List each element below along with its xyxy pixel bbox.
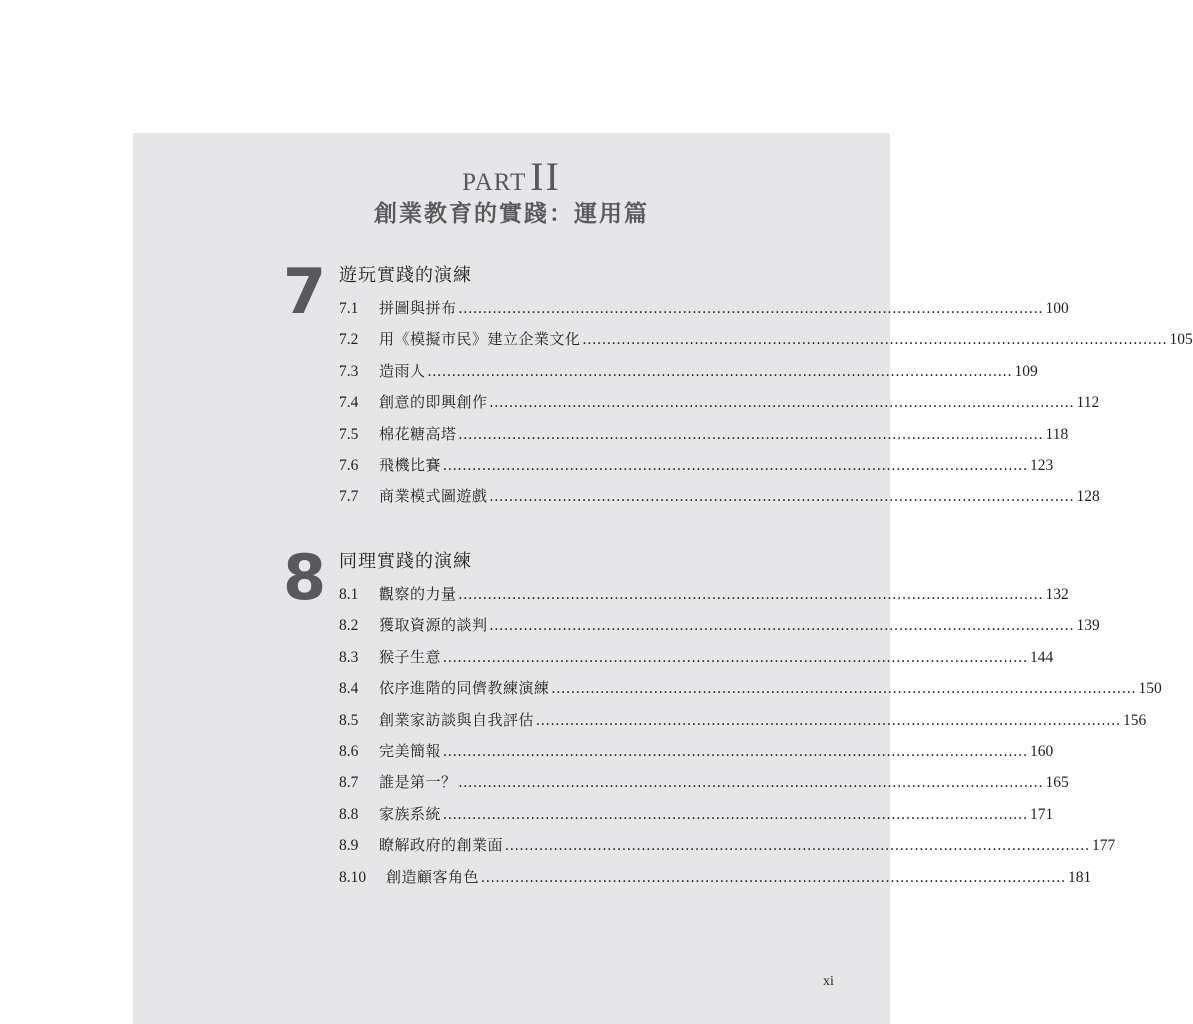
entry-title: 猴子生意	[379, 647, 442, 666]
dot-leader: ........................................................................................................................	[443, 742, 1029, 760]
entry-title: 創業家訪談與自我評估	[379, 710, 535, 729]
dot-leader: ........................................................................................................................	[489, 394, 1075, 412]
entry-page: 105	[1169, 331, 1193, 349]
dot-leader: ........................................................................................................................	[427, 362, 1013, 380]
toc-entry[interactable]	[339, 360, 1038, 391]
entry-title: 棉花糖高塔	[379, 424, 457, 443]
chapter-number: 8	[283, 541, 327, 614]
toc-entry[interactable]	[339, 803, 1054, 834]
chapter-title: 遊玩實踐的演練	[339, 265, 472, 286]
entry-page: 132	[1045, 586, 1069, 603]
entry-page: 139	[1076, 617, 1100, 635]
dot-leader: ........................................................................................................................	[505, 837, 1091, 855]
entry-title: 家族系統	[379, 804, 442, 823]
dot-leader: ........................................................................................................................	[458, 774, 1044, 792]
entry-page: 112	[1076, 394, 1100, 412]
entry-page: 128	[1076, 488, 1100, 506]
entry-number: 8.8	[339, 805, 359, 823]
entry-title: 用《模擬市民》建立企業文化	[379, 330, 581, 349]
entry-number: 8.3	[339, 648, 359, 666]
entry-page: 177	[1092, 837, 1116, 855]
dot-leader: ........................................................................................................................	[481, 868, 1067, 886]
entry-page: 160	[1030, 742, 1054, 760]
entry-title: 飛機比賽	[379, 455, 442, 474]
toc-entry[interactable]	[339, 646, 1054, 677]
entry-title: 獲取資源的談判	[379, 616, 488, 635]
entry-number: 8.4	[339, 680, 359, 698]
entry-title: 完美簡報	[379, 741, 442, 760]
toc-entry[interactable]	[339, 297, 1069, 328]
entry-number: 8.6	[339, 742, 359, 760]
entry-number: 7.3	[339, 362, 359, 380]
part-title: 創業教育的實踐：運用篇	[374, 200, 649, 227]
part-label: PART	[462, 169, 527, 196]
part-heading	[133, 153, 890, 200]
dot-leader: ........................................................................................................................	[489, 488, 1075, 506]
toc-entry[interactable]	[339, 423, 1069, 454]
entry-page: 156	[1123, 711, 1147, 729]
toc-entry[interactable]	[339, 709, 1147, 740]
entry-title: 誰是第一？	[379, 773, 457, 792]
entry-page: 109	[1014, 362, 1038, 380]
dot-leader: ........................................................................................................................	[443, 648, 1029, 666]
entry-title: 造雨人	[379, 361, 426, 380]
entry-page: 181	[1068, 868, 1092, 886]
toc-entry[interactable]	[339, 677, 1162, 708]
entry-number: 8.5	[339, 711, 359, 729]
entry-title: 瞭解政府的創業面	[379, 836, 504, 855]
toc-entry[interactable]	[339, 740, 1054, 771]
chapter-number: 7	[283, 255, 327, 328]
toc-entry[interactable]	[339, 614, 1100, 645]
toc-entry[interactable]	[339, 866, 1092, 897]
entry-page: 171	[1030, 805, 1054, 823]
entry-number: 7.7	[339, 488, 359, 506]
part-numeral: II	[530, 154, 561, 199]
dot-leader: ........................................................................................................................	[443, 456, 1029, 474]
toc-entries	[339, 583, 1162, 897]
dot-leader: ........................................................................................................................	[551, 680, 1137, 698]
entry-number: 8.7	[339, 774, 359, 792]
toc-entries	[339, 297, 1193, 517]
entry-title: 商業模式圖遊戲	[379, 487, 488, 506]
entry-title: 依序進階的同儕教練演練	[379, 679, 550, 698]
book-page	[133, 133, 1193, 1024]
entry-title: 觀察的力量	[379, 585, 457, 603]
entry-number: 8.9	[339, 837, 359, 855]
toc-entry[interactable]	[339, 583, 1069, 614]
entry-title: 拼圖與拼布	[379, 299, 457, 317]
toc-entry[interactable]	[339, 771, 1069, 802]
dot-leader: ........................................................................................................................	[489, 617, 1075, 635]
entry-number: 7.6	[339, 456, 359, 474]
entry-page: 165	[1045, 774, 1069, 792]
entry-page: 144	[1030, 648, 1054, 666]
dot-leader: ........................................................................................................................	[536, 711, 1122, 729]
entry-number: 8.2	[339, 617, 359, 635]
entry-number: 7.1	[339, 300, 359, 317]
toc-entry[interactable]	[339, 328, 1193, 359]
entry-title: 創意的即興創作	[379, 393, 488, 412]
toc-entry[interactable]	[339, 485, 1100, 516]
entry-number: 7.4	[339, 394, 359, 412]
dot-leader: ........................................................................................................................	[458, 586, 1044, 603]
entry-number: 7.2	[339, 331, 359, 349]
entry-number: 8.10	[339, 868, 367, 886]
dot-leader: ........................................................................................................................	[458, 300, 1044, 317]
toc-entry[interactable]	[339, 391, 1100, 422]
entry-page: 150	[1138, 680, 1162, 698]
chapter-title: 同理實踐的演練	[339, 551, 472, 572]
entry-number: 7.5	[339, 425, 359, 443]
entry-page: 118	[1045, 425, 1069, 443]
dot-leader: ........................................................................................................................	[458, 425, 1044, 443]
page-folio: xi	[823, 974, 834, 989]
toc-entry[interactable]	[339, 834, 1116, 865]
dot-leader: ........................................................................................................................	[582, 331, 1168, 349]
entry-number: 8.1	[339, 586, 359, 603]
entry-page: 123	[1030, 456, 1054, 474]
entry-title: 創造顧客角色	[386, 867, 480, 886]
toc-entry[interactable]	[339, 454, 1054, 485]
entry-page: 100	[1045, 300, 1069, 317]
dot-leader: ........................................................................................................................	[443, 805, 1029, 823]
